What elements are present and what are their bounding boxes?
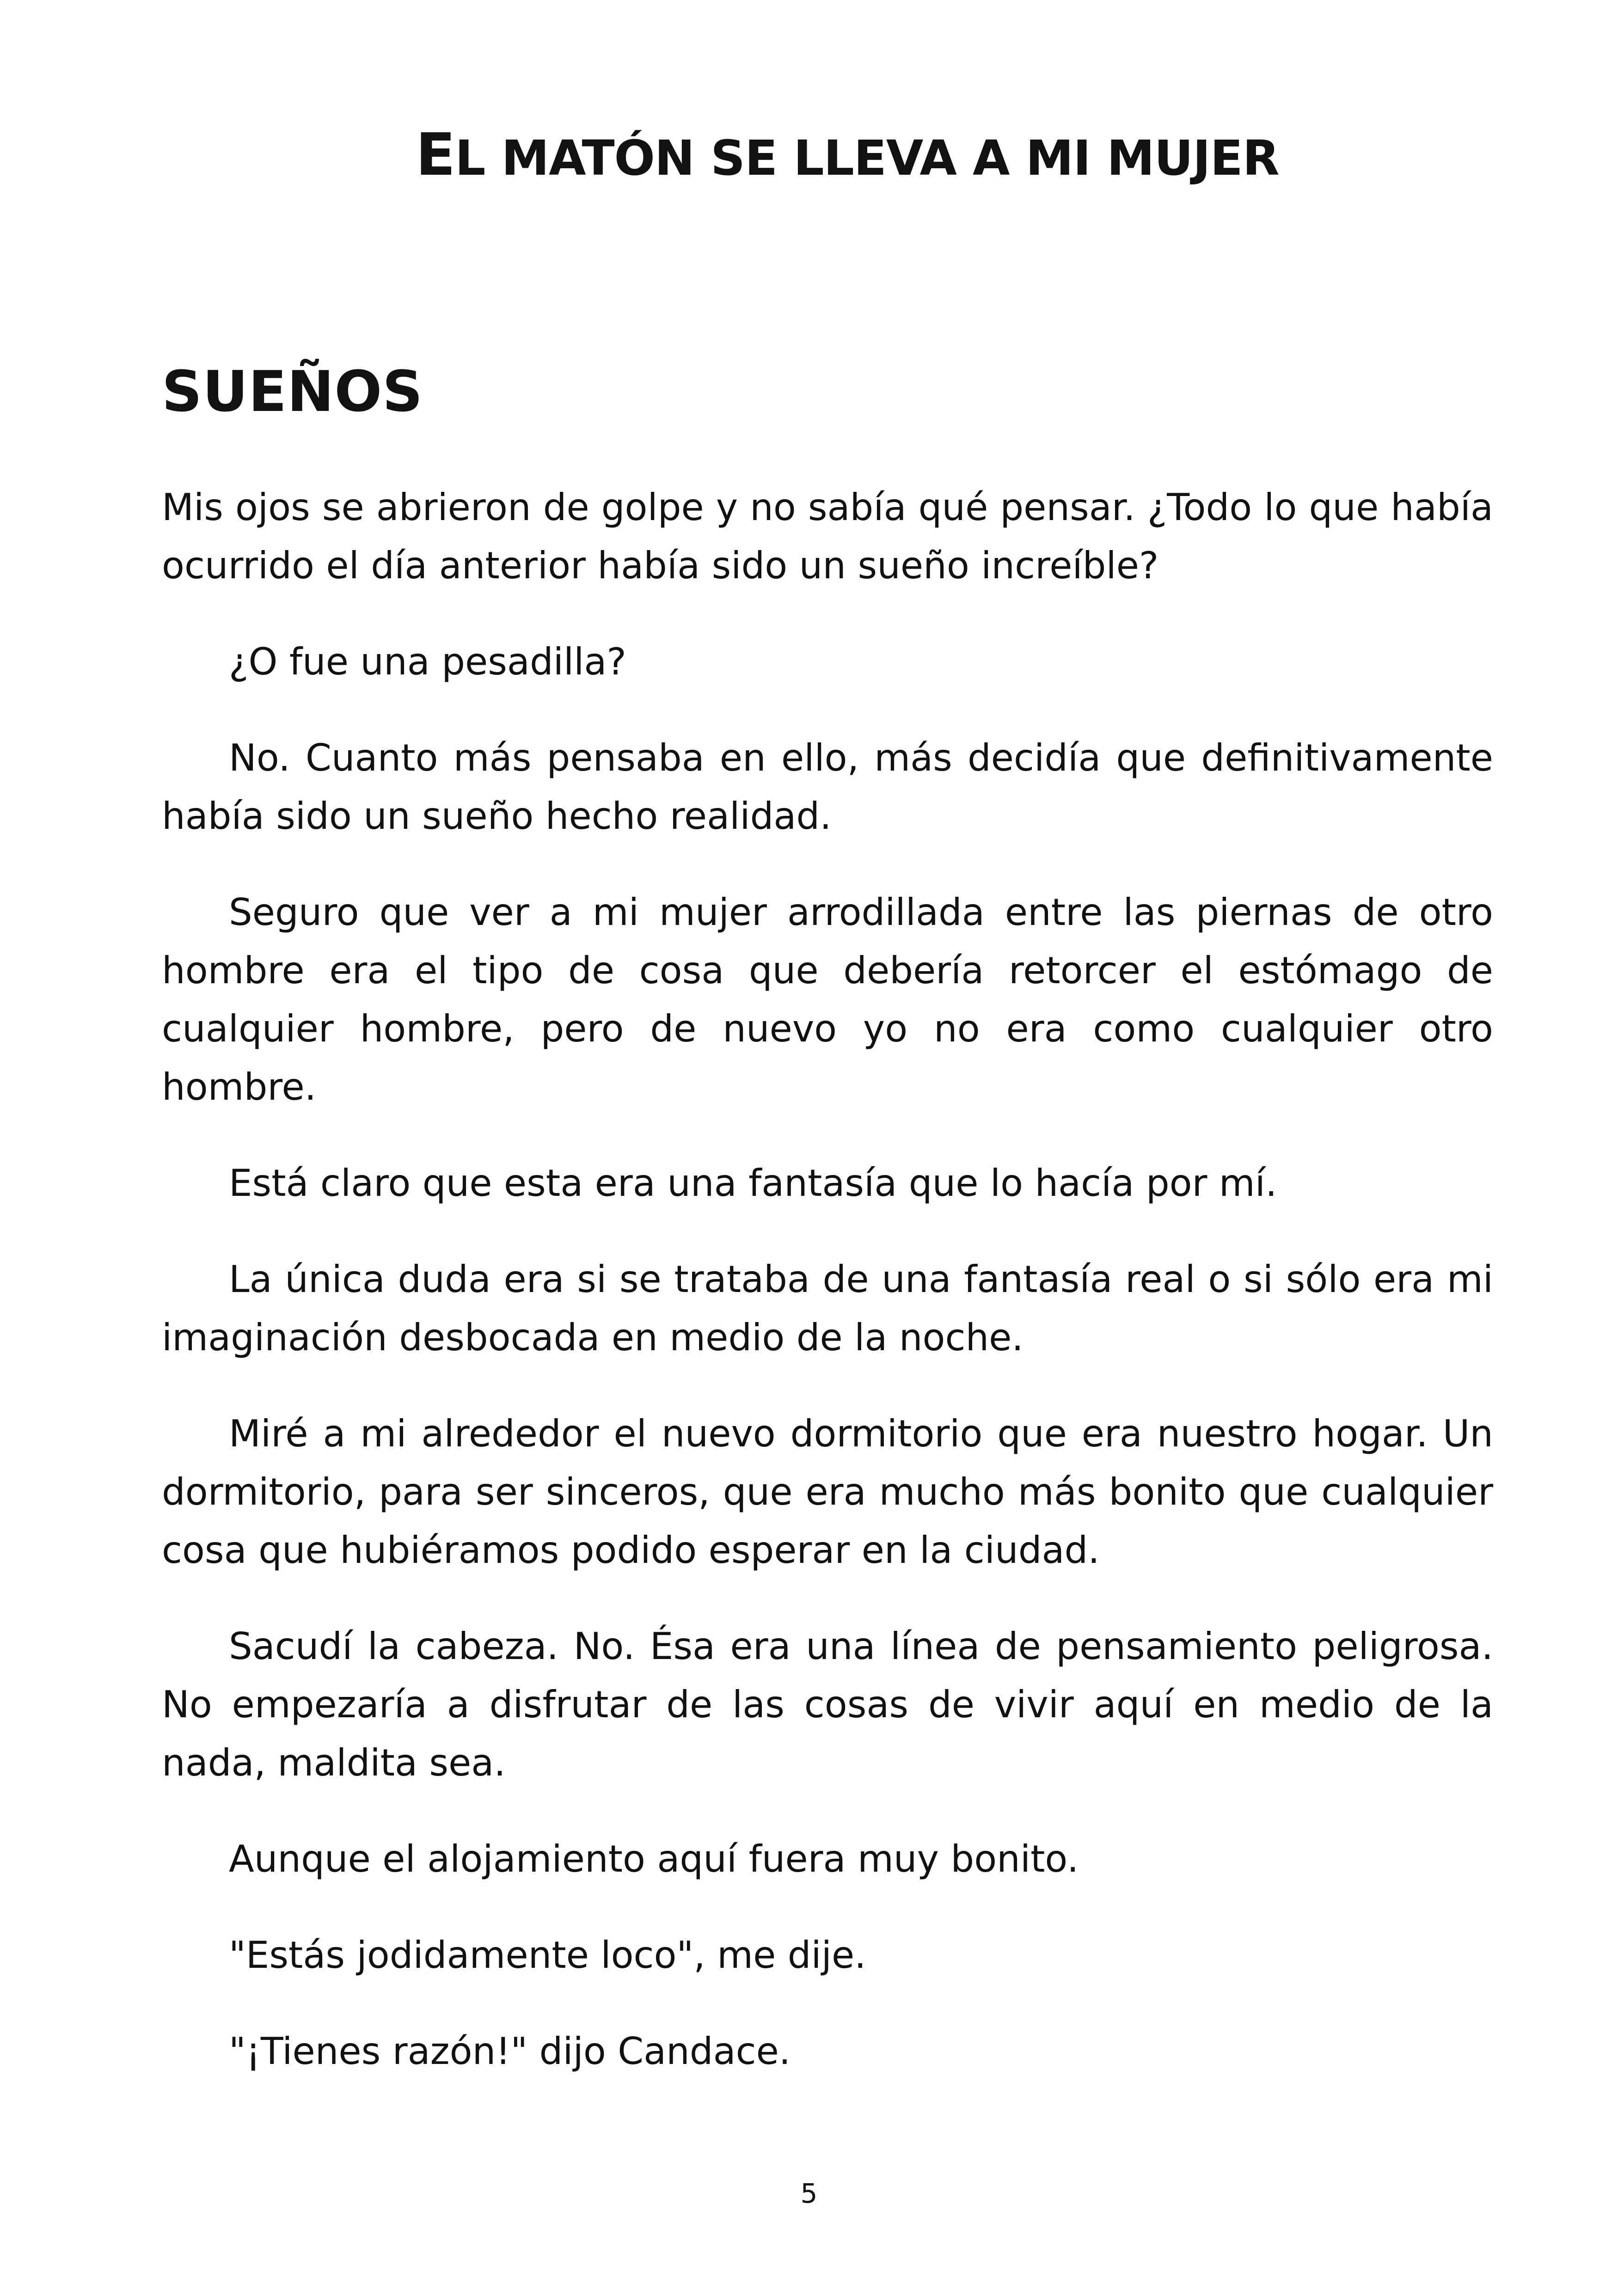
paragraph: Aunque el alojamiento aquí fuera muy bonito. [229,1837,1079,1880]
paragraph: No. Cuanto más pensaba en ello, más decidía que definitivamente había sido un sueño hecho realidad. [162,736,1493,838]
book-title-rest: L MATÓN SE LLEVA A MI MUJER [455,130,1279,186]
paragraph: Sacudí la cabeza. No. Ésa era una línea de pensamiento peligrosa. No empezaría a disfrutar de las cosas de vivir aquí en medio de la nada, maldita sea. [162,1625,1493,1784]
paragraph: Está claro que esta era una fantasía que lo hacía por mí. [229,1162,1277,1205]
chapter-title: SUEÑOS [162,359,423,424]
paragraph: Seguro que ver a mi mujer arrodillada entre las piernas de otro hombre era el tipo de cosa que debería retorcer el estómago de cualquier hombre, pero de nuevo yo no era como cualquier otro hombre. [162,891,1493,1108]
chapter-body [162,478,1493,2118]
book-title [162,122,1533,190]
paragraph: "¡Tienes razón!" dijo Candace. [229,2030,791,2073]
paragraph: ¿O fue una pesadilla? [229,640,626,683]
paragraph: "Estás jodidamente loco", me dije. [229,1934,866,1977]
book-title-initial: E [416,121,455,189]
paragraph: Mis ojos se abrieron de golpe y no sabía qué pensar. ¿Todo lo que había ocurrido el día anterior había sido un sueño increíble? [162,486,1493,587]
paragraph: La única duda era si se trataba de una fantasía real o si sólo era mi imaginación desbocada en medio de la noche. [162,1258,1493,1359]
paragraph: Miré a mi alrededor el nuevo dormitorio que era nuestro hogar. Un dormitorio, para ser sinceros, que era mucho más bonito que cualquier cosa que hubiéramos podido esperar en la ciudad. [162,1412,1493,1572]
page-number: 5 [800,2178,818,2209]
